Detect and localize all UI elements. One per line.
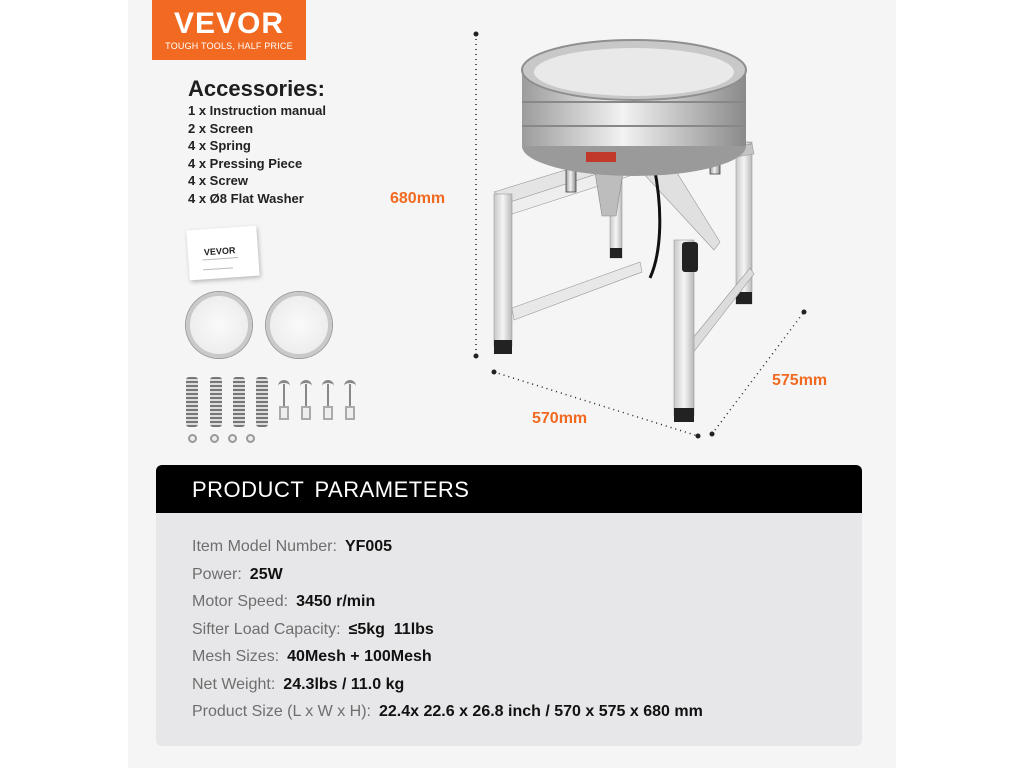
product-parameters-panel (156, 465, 862, 746)
parameter-row (192, 561, 703, 589)
accessory-item: 4 x Spring (188, 138, 251, 154)
product-card (128, 0, 896, 768)
width-dimension-line (494, 372, 698, 436)
spring-image (233, 377, 245, 427)
pressing-piece-image (300, 380, 312, 422)
screen-ring-image (186, 292, 252, 358)
parameter-value: 3450 r/min (296, 593, 376, 610)
manual-brand: VEVOR (203, 245, 236, 258)
parameter-value: 24.3lbs / 11.0 kg (283, 675, 405, 693)
washer-image (228, 434, 237, 443)
spring-image (186, 377, 198, 427)
parameter-value: 40Mesh + 100Mesh (287, 648, 432, 665)
manual-text-line (202, 257, 238, 261)
parameter-row (192, 616, 703, 644)
parameter-row (192, 643, 703, 671)
parameter-row (192, 533, 703, 561)
spring-image (256, 377, 268, 427)
washer-image (188, 434, 197, 443)
parameter-row (192, 588, 703, 616)
parameter-label: Mesh Sizes: (192, 648, 280, 665)
manual-text-line (203, 267, 233, 270)
parameter-label: Motor Speed: (192, 593, 289, 610)
parameter-row (192, 671, 703, 699)
parameter-label: Item Model Number: (192, 538, 337, 555)
parameters-title: PRODUCT PARAMETERS (156, 465, 862, 513)
brand-logo (152, 0, 306, 60)
parameters-list (192, 533, 703, 726)
accessory-item: 4 x Ø8 Flat Washer (188, 190, 304, 206)
accessories-list (188, 102, 326, 208)
pressing-piece-image (322, 380, 334, 422)
parameter-label: Power: (192, 565, 242, 583)
washer-image (210, 434, 219, 443)
accessory-item: 4 x Screw (188, 173, 248, 189)
height-dimension-label: 680mm (390, 190, 446, 207)
vibrating-sieve-image (464, 16, 824, 456)
parameter-value: ≤5kg 11lbs (348, 620, 434, 638)
accessory-item: 1 x Instruction manual (188, 103, 326, 118)
parameter-value: 25W (249, 565, 283, 583)
depth-dimension-label: 575mm (772, 372, 828, 389)
pressing-piece-image (344, 380, 356, 422)
accessory-item: 2 x Screen (188, 120, 254, 136)
accessories-title: Accessories: (188, 76, 325, 101)
brand-name: VEVOR (173, 7, 285, 40)
spring-image (210, 377, 222, 427)
parameter-label: Sifter Load Capacity: (192, 620, 341, 638)
pressing-piece-image (278, 380, 290, 422)
screen-ring-image (266, 292, 332, 358)
accessory-item: 4 x Pressing Piece (188, 155, 303, 171)
parameter-label: Net Weight: (192, 675, 276, 693)
brand-tagline: TOUGH TOOLS, HALF PRICE (165, 41, 293, 51)
width-dimension-label: 570mm (532, 410, 588, 427)
instruction-manual-image (186, 226, 259, 281)
parameter-label: Product Size (L x W x H): (192, 703, 371, 720)
parameter-value: YF005 (344, 538, 393, 555)
washer-image (246, 434, 255, 443)
parameter-value: 22.4x 22.6 x 26.8 inch / 570 x 575 x 680 mm (379, 703, 703, 720)
parameter-row (192, 698, 703, 726)
